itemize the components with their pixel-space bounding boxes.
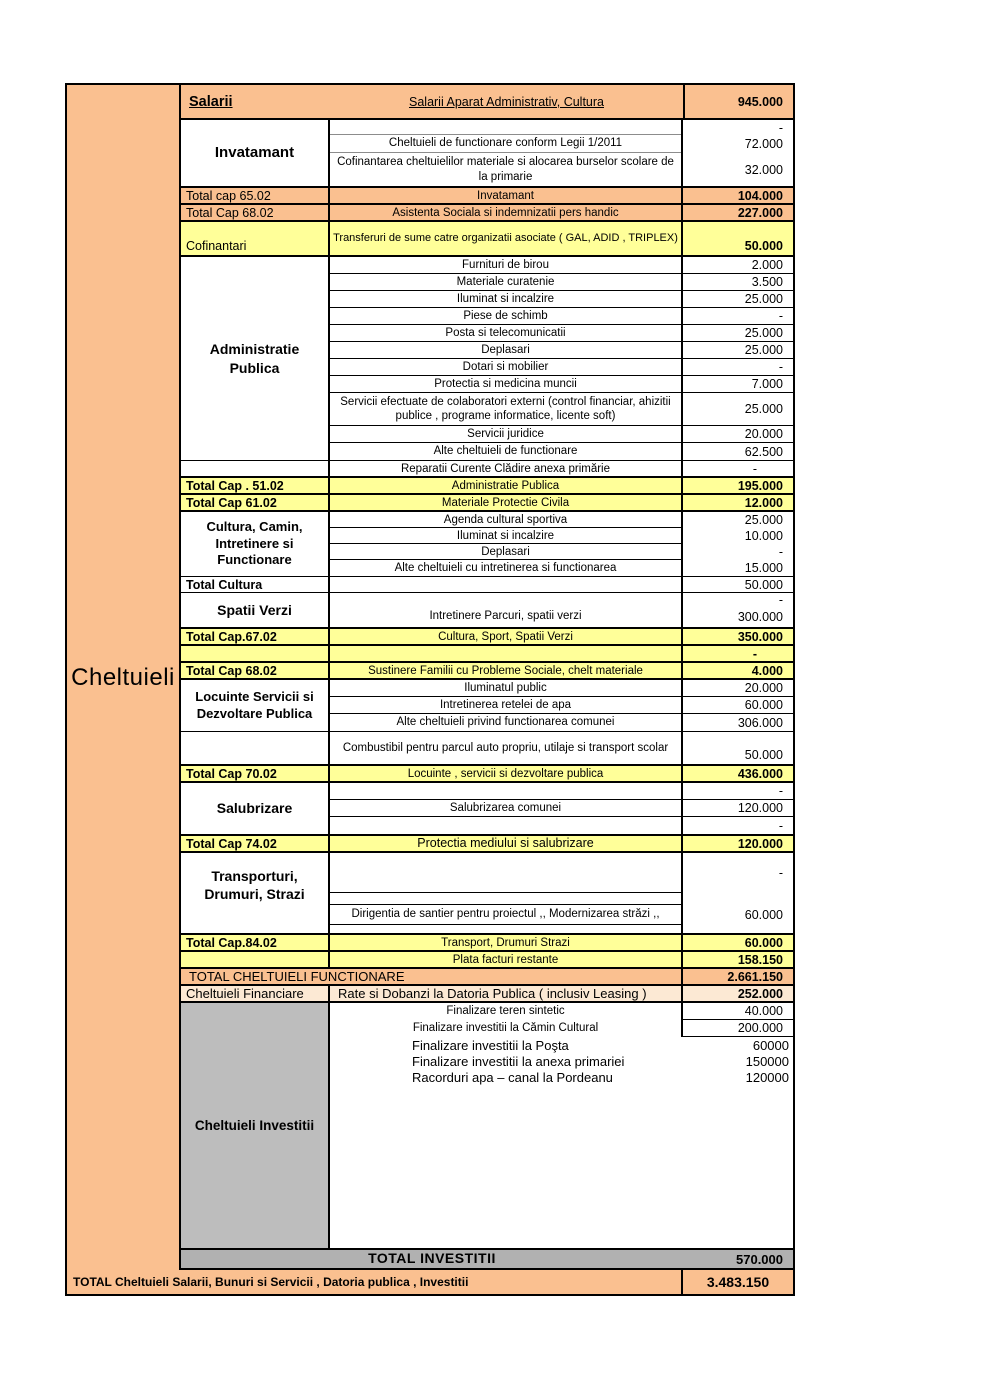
desc-cell: Furnituri de birou	[330, 257, 681, 274]
row-reparatii	[181, 461, 793, 478]
row-total-67-02	[181, 629, 793, 646]
total-investitii-value: 570.000	[736, 1251, 783, 1267]
total-investitii-label: TOTAL INVESTITII	[368, 1250, 496, 1267]
section-locuinte	[181, 680, 793, 732]
value-cell: 62.500	[744, 444, 783, 459]
investitii-row-boxed	[330, 1020, 793, 1037]
investitii-row-free	[330, 1053, 793, 1069]
row-total-51-02	[181, 478, 793, 495]
desc-cell	[330, 120, 681, 135]
row-total-74-02	[181, 836, 793, 853]
total-cultura-description	[330, 577, 683, 592]
desc-cell: Servicii juridice	[330, 426, 681, 443]
total-51-02-value: 195.000	[737, 478, 783, 493]
value-cell	[683, 893, 793, 905]
section-investitii	[181, 1003, 793, 1250]
section-transporturi	[181, 853, 793, 935]
free-desc: Finalizare investitii la Poşta	[412, 1037, 569, 1053]
value-cell: 25.000	[683, 325, 793, 342]
desc-cell: Deplasari	[330, 544, 681, 560]
combustibil-value: 50.000	[744, 748, 783, 762]
invatamant-values	[683, 120, 793, 186]
desc-cell: Alte cheltuieli cu intretinerea si functionarea	[394, 562, 617, 574]
total-61-02-description: Materiale Protectie Civila	[330, 495, 683, 510]
total-68-02b-value: 4.000	[751, 663, 783, 678]
financiare-category: Cheltuieli Financiare	[181, 986, 330, 1001]
empty-category	[181, 646, 330, 661]
value-cell: -	[778, 592, 783, 607]
section-invatamant	[181, 120, 793, 188]
row-total-65-02	[181, 188, 793, 205]
desc-cell	[330, 893, 681, 905]
transporturi-values	[683, 853, 793, 933]
value-cell: -	[683, 308, 793, 325]
total-cultura-category: Total Cultura	[181, 577, 330, 592]
spatii-values	[683, 593, 793, 627]
row-empty-yellow	[181, 646, 793, 663]
value-cell: 120.000	[683, 800, 793, 817]
value-cell: 60.000	[744, 908, 783, 922]
rail-cheltuieli	[67, 85, 181, 1270]
desc-cell: Servicii efectuate de colaboratori externi (control financiar, ahizitii publice , programe informatice, licente soft)	[330, 393, 681, 426]
value-cell: 40.000	[683, 1003, 793, 1020]
salubrizare-category: Salubrizare	[181, 783, 330, 834]
value-cell: 60.000	[683, 697, 793, 714]
row-total-68-02-b	[181, 663, 793, 680]
locuinte-values	[683, 680, 793, 731]
row-cofinantari	[181, 222, 793, 257]
free-value: 120000	[745, 1069, 789, 1085]
row-total-68-02-a	[181, 205, 793, 222]
reparatii-category	[181, 461, 330, 476]
free-value: 150000	[745, 1053, 789, 1069]
invatamant-descriptions	[330, 120, 683, 186]
total-61-02-category: Total Cap 61.02	[181, 495, 330, 510]
desc-cell	[330, 853, 681, 893]
transporturi-descriptions	[330, 853, 683, 933]
row-total-61-02	[181, 495, 793, 512]
total-cultura-value: 50.000	[744, 577, 783, 592]
value-cell: -	[683, 359, 793, 376]
admin-values	[683, 257, 793, 460]
value-cell: 20.000	[683, 680, 793, 697]
table-main	[67, 85, 793, 1270]
total-65-02-value: 104.000	[737, 188, 783, 203]
total-84-02-value: 60.000	[744, 935, 783, 950]
total-84-02-description: Transport, Drumuri Strazi	[330, 935, 683, 950]
value-cell: 25.000	[744, 513, 783, 527]
total-67-02-value: 350.000	[737, 629, 783, 644]
reparatii-description: Reparatii Curente Clădire anexa primărie	[330, 461, 683, 476]
admin-category: Administratie Publica	[181, 257, 330, 460]
total-functionare-value: 2.661.150	[727, 969, 783, 984]
value-cell: 3.500	[683, 274, 793, 291]
row-total-functionare	[181, 969, 793, 986]
grand-total-label: TOTAL Cheltuieli Salarii, Bunuri si Servicii , Datoria publica , Investitii	[67, 1270, 683, 1294]
value-cell	[683, 925, 793, 933]
salarii-category: Salarii	[189, 93, 233, 110]
row-total-70-02	[181, 766, 793, 783]
value-cell: 306.000	[737, 715, 783, 730]
desc-cell: Cofinantarea cheltuielilor materiale si alocarea burselor scolare de la primarie	[337, 156, 674, 183]
cultura-values	[683, 512, 793, 576]
cofinantari-description: Transferuri de sume catre organizatii asociate ( GAL, ADID , TRIPLEX)	[330, 222, 683, 255]
locuinte-descriptions	[330, 680, 683, 731]
total-74-02-category: Total Cap 74.02	[181, 836, 330, 851]
rail-label: Cheltuieli	[71, 663, 175, 691]
value-cell: 72.000	[744, 137, 783, 151]
financiare-description: Rate si Dobanzi la Datoria Publica ( inclusiv Leasing )	[330, 986, 683, 1001]
desc-cell: Cheltuieli de functionare conform Legii 1/2011	[330, 135, 681, 153]
plata-description: Plata facturi restante	[330, 952, 683, 967]
transporturi-category: Transporturi, Drumuri, Strazi	[181, 853, 330, 933]
locuinte-category: Locuinte Servicii si Dezvoltare Publica	[181, 680, 330, 731]
value-cell: 7.000	[683, 376, 793, 393]
row-salarii	[181, 85, 793, 120]
table-content	[181, 85, 793, 1270]
desc-cell: Deplasari	[330, 342, 681, 359]
free-desc: Racorduri apa – canal la Pordeanu	[412, 1069, 613, 1085]
value-cell: 10.000	[744, 529, 783, 543]
total-74-02-description: Protectia mediului si salubrizare	[330, 836, 683, 851]
desc-cell	[330, 925, 681, 933]
empty-description	[330, 646, 683, 661]
desc-cell: Piese de schimb	[330, 308, 681, 325]
desc-cell: Iluminat si incalzire	[330, 528, 681, 544]
investitii-category: Cheltuieli Investitii	[181, 1003, 330, 1248]
desc-cell: Agenda cultural sportiva	[330, 512, 681, 528]
desc-cell	[330, 817, 681, 834]
plata-category	[181, 952, 330, 967]
total-51-02-category: Total Cap . 51.02	[181, 478, 330, 493]
value-cell: 25.000	[683, 342, 793, 359]
row-plata-facturi	[181, 952, 793, 969]
total-70-02-description: Locuinte , servicii si dezvoltare publica	[330, 766, 683, 781]
desc-cell: Iluminatul public	[330, 680, 681, 697]
financiare-value: 252.000	[737, 986, 783, 1001]
desc-cell: Materiale curatenie	[330, 274, 681, 291]
total-70-02-category: Total Cap 70.02	[181, 766, 330, 781]
section-salubrizare	[181, 783, 793, 836]
section-cultura	[181, 512, 793, 577]
value-cell: -	[778, 818, 783, 833]
total-68-02b-description: Sustinere Familii cu Probleme Sociale, chelt materiale	[330, 663, 683, 678]
value-cell: 300.000	[737, 609, 783, 624]
free-desc: Finalizare investitii la anexa primariei	[412, 1053, 625, 1069]
admin-descriptions	[330, 257, 683, 460]
value-cell: -	[778, 866, 783, 880]
spatii-category: Spatii Verzi	[181, 593, 330, 627]
desc-cell: Posta si telecomunicatii	[330, 325, 681, 342]
total-65-02-description: Invatamant	[330, 188, 683, 203]
value-cell: -	[683, 783, 793, 800]
plata-value: 158.150	[737, 952, 783, 967]
total-51-02-description: Administratie Publica	[330, 478, 683, 493]
salubrizare-descriptions	[330, 783, 683, 834]
section-administratie-publica	[181, 257, 793, 461]
cultura-descriptions	[330, 512, 683, 576]
value-cell: -	[778, 545, 783, 559]
value-cell: 200.000	[683, 1020, 793, 1037]
value-cell: -	[778, 120, 783, 135]
cultura-category: Cultura, Camin, Intretinere si Functionare	[181, 512, 330, 576]
desc-cell: Finalizare investitii la Cămin Cultural	[330, 1020, 683, 1037]
combustibil-description: Combustibil pentru parcul auto propriu, utilaje si transport scolar	[330, 732, 683, 764]
desc-cell: Dirigentia de santier pentru proiectul ,, Modernizarea străzi ,,	[330, 905, 681, 925]
desc-cell: Intretinerea retelei de apa	[330, 697, 681, 714]
desc-cell	[330, 593, 681, 606]
desc-cell: Iluminat si incalzire	[330, 291, 681, 308]
value-cell: 15.000	[744, 561, 783, 575]
value-cell: 25.000	[683, 393, 793, 426]
desc-cell: Protectia si medicina muncii	[330, 376, 681, 393]
row-cheltuieli-financiare	[181, 986, 793, 1003]
investitii-row-free	[330, 1069, 793, 1085]
combustibil-category	[181, 732, 330, 764]
budget-table	[65, 83, 795, 1296]
total-68-02b-category: Total Cap 68.02	[181, 663, 330, 678]
value-cell: 2.000	[683, 257, 793, 274]
empty-value: -	[752, 646, 757, 661]
desc-cell: Intretinere Parcuri, spatii verzi	[429, 610, 582, 623]
desc-cell: Alte cheltuieli privind functionarea comunei	[396, 716, 615, 729]
grand-total-value: 3.483.150	[706, 1274, 770, 1290]
cofinantari-category: Cofinantari	[181, 222, 330, 255]
total-74-02-value: 120.000	[737, 836, 783, 851]
total-functionare-label: TOTAL CHELTUIELI FUNCTIONARE	[181, 969, 683, 984]
investitii-body	[330, 1003, 793, 1248]
spatii-descriptions	[330, 593, 683, 627]
salubrizare-values	[683, 783, 793, 834]
row-combustibil	[181, 732, 793, 766]
desc-cell: Finalizare teren sintetic	[330, 1003, 683, 1020]
row-total-investitii	[181, 1250, 793, 1270]
section-spatii-verzi	[181, 593, 793, 629]
row-grand-total	[67, 1270, 793, 1294]
desc-cell: Alte cheltuieli de functionare	[433, 445, 578, 458]
value-cell: 25.000	[683, 291, 793, 308]
total-70-02-value: 436.000	[737, 766, 783, 781]
desc-cell: Dotari si mobilier	[330, 359, 681, 376]
total-68-02a-value: 227.000	[737, 205, 783, 220]
free-value: 60000	[752, 1037, 789, 1053]
total-61-02-value: 12.000	[744, 495, 783, 510]
cofinantari-value: 50.000	[744, 239, 783, 253]
total-68-02a-description: Asistenta Sociala si indemnizatii pers handic	[330, 205, 683, 220]
total-67-02-description: Cultura, Sport, Spatii Verzi	[330, 629, 683, 644]
total-68-02a-category: Total Cap 68.02	[181, 205, 330, 220]
row-total-cultura	[181, 577, 793, 593]
value-cell: 20.000	[683, 426, 793, 443]
investitii-row-boxed	[330, 1003, 793, 1020]
desc-cell: Salubrizarea comunei	[330, 800, 681, 817]
row-total-84-02	[181, 935, 793, 952]
investitii-row-free	[330, 1037, 793, 1053]
total-84-02-category: Total Cap.84.02	[181, 935, 330, 950]
reparatii-value: -	[752, 461, 757, 476]
total-65-02-category: Total cap 65.02	[181, 188, 330, 203]
total-67-02-category: Total Cap.67.02	[181, 629, 330, 644]
salarii-value: 945.000	[683, 85, 793, 118]
salarii-description: Salarii Aparat Administrativ, Cultura	[409, 94, 604, 109]
invatamant-category: Invatamant	[181, 120, 330, 186]
value-cell: 32.000	[744, 162, 783, 177]
desc-cell	[330, 783, 681, 800]
